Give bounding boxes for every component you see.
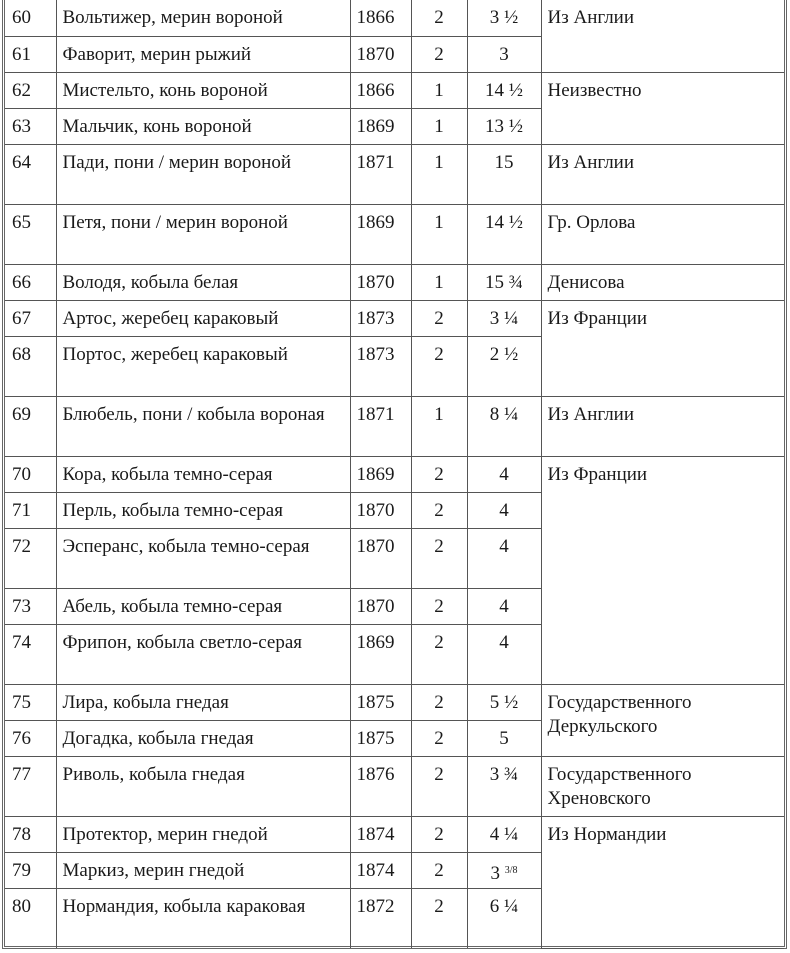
birth-year: 1869 (350, 456, 411, 492)
value-fraction: 3/8 (504, 864, 518, 876)
origin: Государственного Деркульского (541, 684, 784, 756)
horse-name: Блюбель, пони / кобыла вороная (56, 396, 350, 456)
count-value: 1 (411, 108, 467, 144)
value-cell: 4 ¼ (467, 816, 541, 852)
origin: Из Франции (541, 300, 784, 396)
origin: Государственного Хреновского (541, 756, 784, 816)
row-number: 62 (5, 72, 56, 108)
count-value: 1 (411, 396, 467, 456)
count-value: 2 (411, 300, 467, 336)
row-number: 75 (5, 684, 56, 720)
horse-name: Володя, кобыла белая (56, 264, 350, 300)
value-cell: 5 (467, 720, 541, 756)
origin: Денисова (541, 264, 784, 300)
row-number: 72 (5, 528, 56, 588)
row-number: 76 (5, 720, 56, 756)
table-row (5, 684, 784, 720)
row-number: 68 (5, 336, 56, 396)
value-integer: 3 (490, 862, 500, 884)
value-cell: 14 ½ (467, 72, 541, 108)
horse-table-container (2, 0, 787, 949)
horse-name: Эсперанс, кобыла темно-серая (56, 528, 350, 588)
row-number: 70 (5, 456, 56, 492)
table-row (5, 0, 784, 36)
value-cell: 3 ½ (467, 0, 541, 36)
birth-year: 1874 (350, 816, 411, 852)
count-value: 2 (411, 684, 467, 720)
row-number: 69 (5, 396, 56, 456)
table-row (5, 144, 784, 204)
origin: Гр. Орлова (541, 204, 784, 264)
row-number: 79 (5, 852, 56, 888)
table-row (5, 300, 784, 336)
birth-year: 1874 (350, 852, 411, 888)
value-cell: 15 ¾ (467, 264, 541, 300)
value-cell: 5 ½ (467, 684, 541, 720)
count-value: 2 (411, 492, 467, 528)
birth-year: 1873 (350, 336, 411, 396)
origin: Из Англии (541, 0, 784, 72)
count-value: 2 (411, 588, 467, 624)
count-value: 1 (411, 204, 467, 264)
horse-name: Маркиз, мерин гнедой (56, 852, 350, 888)
row-number: 63 (5, 108, 56, 144)
row-number: 65 (5, 204, 56, 264)
birth-year: 1870 (350, 588, 411, 624)
horse-name: Портос, жеребец караковый (56, 336, 350, 396)
count-value: 2 (411, 756, 467, 816)
birth-year: 1876 (350, 756, 411, 816)
birth-year: 1870 (350, 264, 411, 300)
origin: Из Англии (541, 144, 784, 204)
table-row (5, 72, 784, 108)
horse-name: Протектор, мерин гнедой (56, 816, 350, 852)
row-number: 77 (5, 756, 56, 816)
value-cell: 4 (467, 624, 541, 684)
value-cell: 3 (467, 36, 541, 72)
table-row (5, 816, 784, 852)
horse-name: Петя, пони / мерин вороной (56, 204, 350, 264)
count-value: 2 (411, 888, 467, 948)
row-number: 80 (5, 888, 56, 948)
birth-year: 1869 (350, 108, 411, 144)
birth-year: 1871 (350, 396, 411, 456)
table-row (5, 456, 784, 492)
row-number: 60 (5, 0, 56, 36)
value-cell: 8 ¼ (467, 396, 541, 456)
horse-name: Нормандия, кобыла караковая (56, 888, 350, 948)
count-value: 2 (411, 852, 467, 888)
row-number: 74 (5, 624, 56, 684)
table-row (5, 264, 784, 300)
horse-name: Пади, пони / мерин вороной (56, 144, 350, 204)
value-cell: 4 (467, 528, 541, 588)
horse-name: Артос, жеребец караковый (56, 300, 350, 336)
horse-name: Перль, кобыла темно-серая (56, 492, 350, 528)
birth-year: 1875 (350, 684, 411, 720)
horse-name: Фаворит, мерин рыжий (56, 36, 350, 72)
birth-year: 1870 (350, 492, 411, 528)
horse-name: Кора, кобыла темно-серая (56, 456, 350, 492)
horse-name: Лира, кобыла гнедая (56, 684, 350, 720)
horse-name: Вольтижер, мерин вороной (56, 0, 350, 36)
row-number: 71 (5, 492, 56, 528)
row-number: 67 (5, 300, 56, 336)
horse-name: Мистельто, конь вороной (56, 72, 350, 108)
count-value: 2 (411, 36, 467, 72)
row-number: 64 (5, 144, 56, 204)
horse-name: Абель, кобыла темно-серая (56, 588, 350, 624)
origin: Из Англии (541, 396, 784, 456)
row-number: 73 (5, 588, 56, 624)
row-number: 61 (5, 36, 56, 72)
row-number: 78 (5, 816, 56, 852)
count-value: 1 (411, 264, 467, 300)
value-cell: 13 ½ (467, 108, 541, 144)
birth-year: 1871 (350, 144, 411, 204)
birth-year: 1869 (350, 204, 411, 264)
origin: Из Нормандии (541, 816, 784, 948)
count-value: 2 (411, 0, 467, 36)
count-value: 2 (411, 816, 467, 852)
birth-year: 1869 (350, 624, 411, 684)
count-value: 2 (411, 624, 467, 684)
table-row (5, 396, 784, 456)
birth-year: 1873 (350, 300, 411, 336)
value-cell: 6 ¼ (467, 888, 541, 948)
value-cell: 15 (467, 144, 541, 204)
count-value: 1 (411, 144, 467, 204)
count-value: 2 (411, 528, 467, 588)
table-row (5, 756, 784, 816)
row-number: 66 (5, 264, 56, 300)
horse-name: Мальчик, конь вороной (56, 108, 350, 144)
birth-year: 1870 (350, 36, 411, 72)
count-value: 2 (411, 336, 467, 396)
value-cell: 2 ½ (467, 336, 541, 396)
value-cell: 4 (467, 588, 541, 624)
count-value: 1 (411, 72, 467, 108)
value-cell: 4 (467, 456, 541, 492)
birth-year: 1870 (350, 528, 411, 588)
value-cell (467, 852, 541, 888)
horse-name: Риволь, кобыла гнедая (56, 756, 350, 816)
value-cell: 3 ¼ (467, 300, 541, 336)
birth-year: 1866 (350, 0, 411, 36)
table-row (5, 204, 784, 264)
birth-year: 1866 (350, 72, 411, 108)
value-cell: 4 (467, 492, 541, 528)
value-cell: 3 ¾ (467, 756, 541, 816)
horse-table (5, 0, 784, 949)
origin: Неизвестно (541, 72, 784, 144)
count-value: 2 (411, 456, 467, 492)
horse-name: Фрипон, кобыла светло-серая (56, 624, 350, 684)
origin: Из Франции (541, 456, 784, 684)
birth-year: 1875 (350, 720, 411, 756)
count-value: 2 (411, 720, 467, 756)
horse-name: Догадка, кобыла гнедая (56, 720, 350, 756)
value-cell: 14 ½ (467, 204, 541, 264)
birth-year: 1872 (350, 888, 411, 948)
